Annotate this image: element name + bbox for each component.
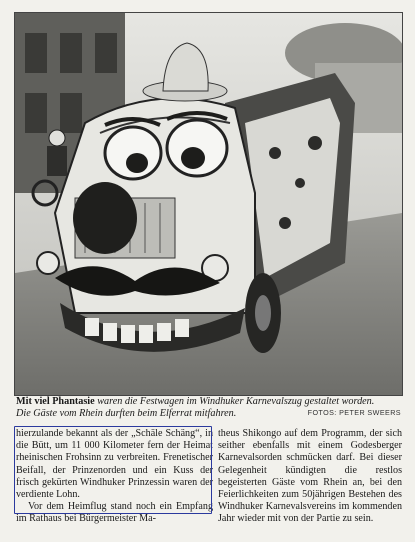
article-column-left [16, 428, 213, 526]
photo-credit: FOTOS: PETER SWEERS [307, 408, 401, 417]
article-column-right [218, 428, 402, 526]
article-paragraph: theus Shikongo auf dem Programm, der sich seither ebenfalls mit einem Godesberger Karnevalsorden schmücken darf. Bei dieser Gelegenheit kündigten die restlos begeisterten Gäste vom Rhein an, bei den Feierlichkeiten zum 50jährigen Bestehen des Windhuker Karnevalsvereins im kommenden Jahr wieder mit von der Partie zu sein. [218, 428, 402, 525]
caption-line2: Die Gäste vom Rhein durften beim Elferrat mitfahren. [16, 408, 237, 420]
news-photo [14, 12, 403, 396]
article-paragraph: hierzulande bekannt als der „Schäle Schäng“, in die Bütt, um 11 000 Kilometer fern der Heimat rheinischen Frohsinn zu verbreiten. Frenetischer Beifall, der Prinzenorden und ein Kuss der frisch gekürten Windhuker Prinzessin waren der verdiente Lohn. [16, 428, 213, 501]
article-paragraph: Vor dem Heimflug stand noch ein Empfang im Rathaus bei Bürgermeister Ma- [16, 501, 213, 525]
caption-lead: Mit viel Phantasie [16, 396, 95, 407]
carnival-float-image [15, 13, 402, 395]
caption-line1: waren die Festwagen im Windhuker Karnevalszug gestaltet worden. [97, 396, 375, 407]
